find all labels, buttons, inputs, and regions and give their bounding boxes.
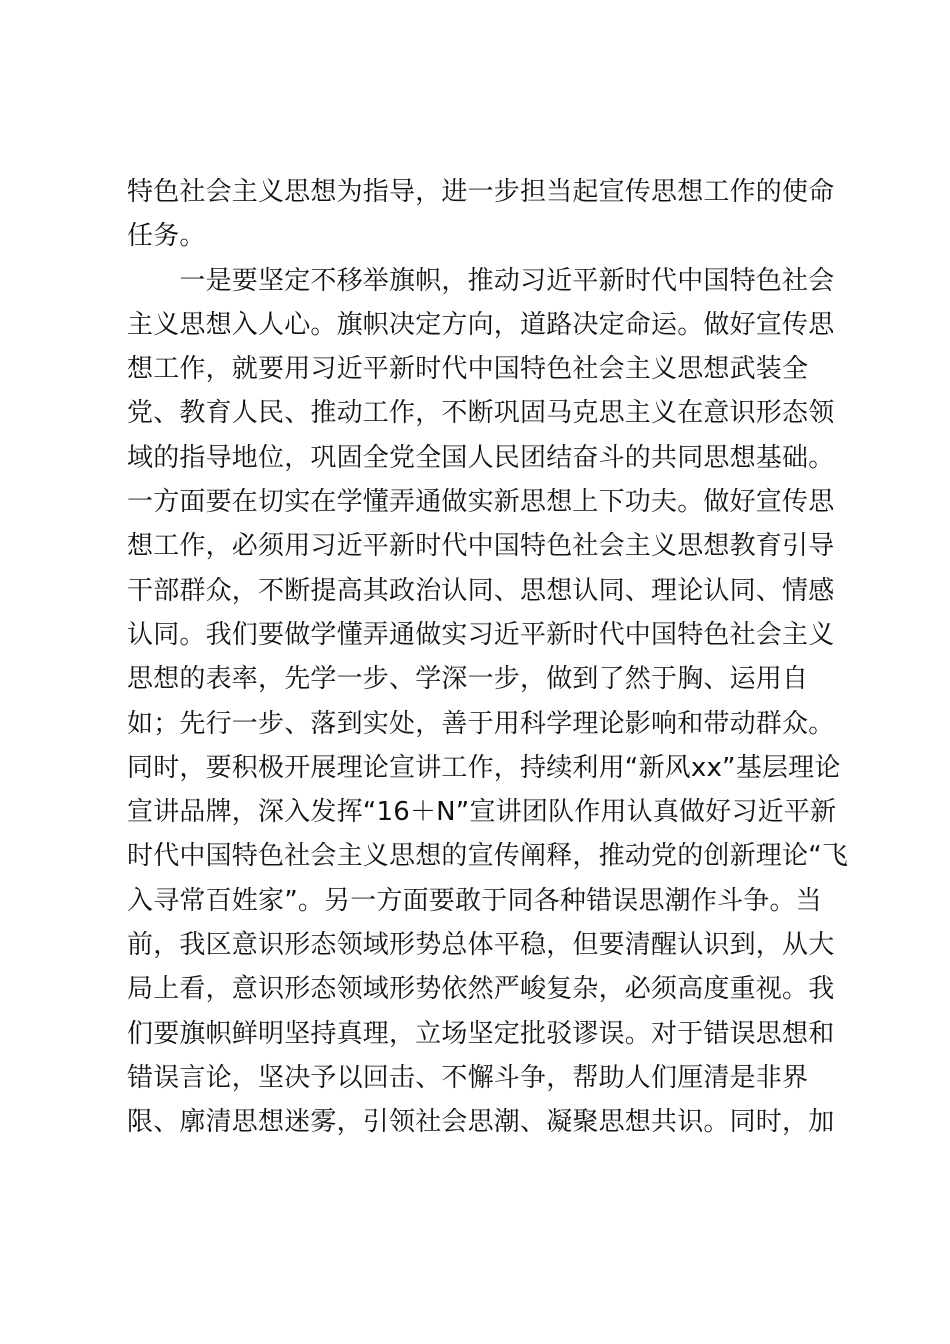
text-line: 党、教育人民、推动工作，不断巩固马克思主义在意识形态领 — [127, 398, 835, 429]
body-text — [127, 170, 847, 1145]
text-line: 前，我区意识形态领域形势总体平稳，但要清醒认识到，从大 — [127, 930, 835, 961]
text-line: 同时，要积极开展理论宣讲工作，持续利用“新风xx”基层理论 — [127, 752, 841, 783]
text-line: 如；先行一步、落到实处，善于用科学理论影响和带动群众。 — [127, 708, 835, 739]
text-line: 主义思想入人心。旗帜决定方向，道路决定命运。做好宣传思 — [127, 309, 835, 340]
text-line: 域的指导地位，巩固全党全国人民团结奋斗的共同思想基础。 — [127, 442, 835, 473]
text-line: 想工作，就要用习近平新时代中国特色社会主义思想武装全 — [127, 354, 809, 385]
text-line: 限、廓清思想迷雾，引领社会思潮、凝聚思想共识。同时，加 — [127, 1107, 835, 1138]
text-line: 特色社会主义思想为指导，进一步担当起宣传思想工作的使命 — [127, 177, 835, 207]
text-line: 一是要坚定不移举旗帜，推动习近平新时代中国特色社会 — [127, 265, 835, 296]
text-line: 局上看，意识形态领域形势依然严峻复杂，必须高度重视。我 — [127, 974, 835, 1005]
text-line: 认同。我们要做学懂弄通做实习近平新时代中国特色社会主义 — [127, 619, 835, 650]
text-line: 干部群众，不断提高其政治认同、思想认同、理论认同、情感 — [127, 575, 835, 606]
text-line: 想工作，必须用习近平新时代中国特色社会主义思想教育引导 — [127, 531, 835, 562]
text-line: 一方面要在切实在学懂弄通做实新思想上下功夫。做好宣传思 — [127, 487, 835, 518]
text-line: 时代中国特色社会主义思想的宣传阐释，推动党的创新理论“飞 — [127, 841, 849, 872]
text-line: 错误言论，坚决予以回击、不懈斗争，帮助人们厘清是非界 — [127, 1062, 809, 1093]
text-line: 宣讲品牌，深入发挥“16＋N”宣讲团队作用认真做好习近平新 — [127, 797, 837, 828]
text-line: 思想的表率，先学一步、学深一步，做到了然于胸、运用自 — [127, 664, 809, 695]
text-line: 任务。 — [127, 221, 206, 252]
text-line: 入寻常百姓家”。另一方面要敢于同各种错误思潮作斗争。当 — [127, 885, 822, 916]
text-line: 们要旗帜鲜明坚持真理，立场坚定批驳谬误。对于错误思想和 — [127, 1018, 835, 1049]
